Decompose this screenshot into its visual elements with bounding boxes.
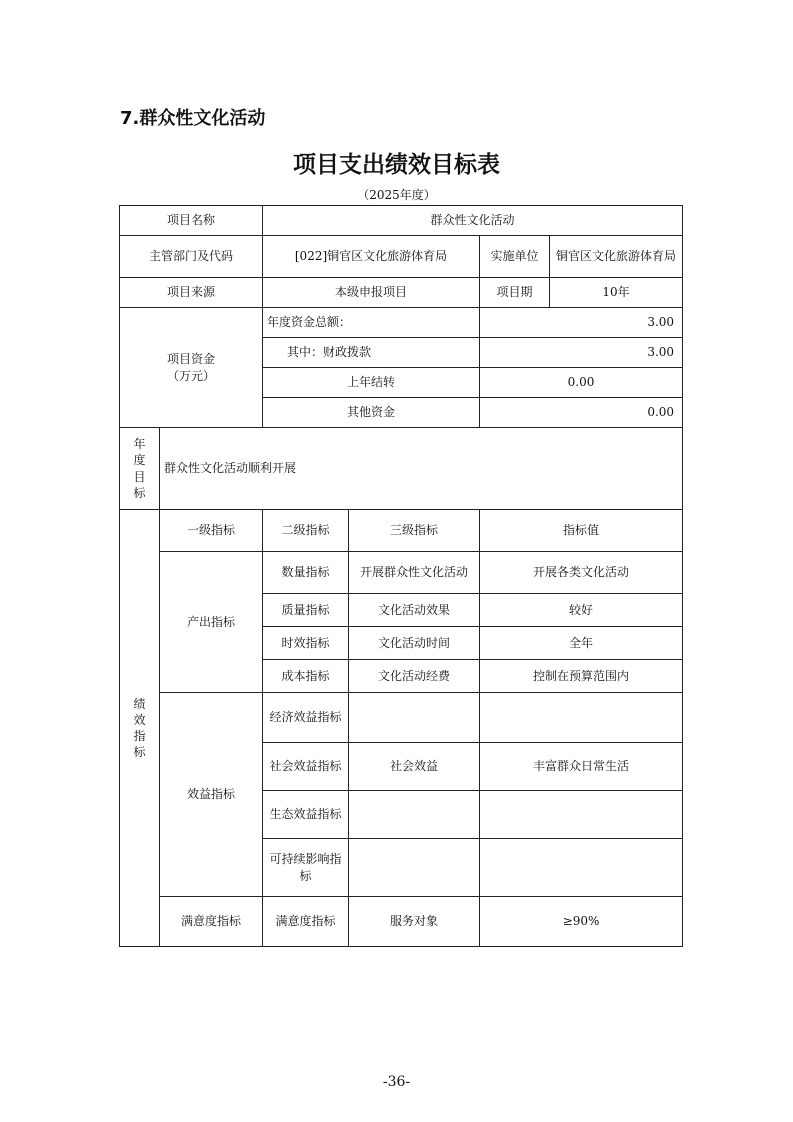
annual-goal-label: 年 度 目 标 [120, 428, 160, 510]
page-number: -36- [382, 1074, 411, 1090]
fund-fiscal-label: 其中：财政拨款 [263, 338, 480, 368]
value-cell [480, 839, 683, 897]
level2-cell: 质量指标 [263, 594, 349, 627]
document-title: 项目支出绩效目标表 [293, 152, 500, 178]
fund-fiscal-value: 3.00 [480, 338, 683, 368]
satisfaction-indicator-label: 满意度指标 [160, 897, 263, 947]
department-label: 主管部门及代码 [120, 236, 263, 278]
project-funds-title: 项目资金 [167, 352, 216, 367]
fund-carryover-label: 上年结转 [263, 368, 480, 398]
level3-cell: 文化活动时间 [349, 627, 480, 660]
header-level1: 一级指标 [160, 510, 263, 552]
row-department [120, 236, 683, 278]
value-cell: 丰富群众日常生活 [480, 743, 683, 791]
level2-cell: 生态效益指标 [263, 791, 349, 839]
value-cell [480, 791, 683, 839]
indicator-header-row [120, 510, 683, 552]
level3-cell [349, 693, 480, 743]
output-indicator-label: 产出指标 [160, 552, 263, 693]
value-cell: 开展各类文化活动 [480, 552, 683, 594]
level3-cell [349, 791, 480, 839]
indicator-row [120, 693, 683, 743]
header-value: 指标值 [480, 510, 683, 552]
value-cell: ≥90% [480, 897, 683, 947]
header-level2: 二级指标 [263, 510, 349, 552]
fund-total-value: 3.00 [480, 308, 683, 338]
indicator-row [120, 897, 683, 947]
department-value: [022]铜官区文化旅游体育局 [263, 236, 480, 278]
value-cell: 全年 [480, 627, 683, 660]
level2-cell: 数量指标 [263, 552, 349, 594]
level2-cell: 社会效益指标 [263, 743, 349, 791]
project-name-label: 项目名称 [120, 206, 263, 236]
level2-cell: 经济效益指标 [263, 693, 349, 743]
project-name-value: 群众性文化活动 [263, 206, 683, 236]
annual-goal-text: 群众性文化活动顺利开展 [160, 428, 683, 510]
implementing-unit-label: 实施单位 [480, 236, 550, 278]
project-funds-unit: （万元） [167, 368, 216, 383]
performance-indicator-label: 绩 效 指 标 [120, 510, 160, 947]
level3-cell: 文化活动效果 [349, 594, 480, 627]
level2-cell: 满意度指标 [263, 897, 349, 947]
value-cell [480, 693, 683, 743]
fund-total-label: 年度资金总额： [263, 308, 480, 338]
level3-cell [349, 839, 480, 897]
value-cell: 较好 [480, 594, 683, 627]
benefit-indicator-label: 效益指标 [160, 693, 263, 897]
level3-cell: 社会效益 [349, 743, 480, 791]
level2-cell: 成本指标 [263, 660, 349, 693]
level3-cell: 服务对象 [349, 897, 480, 947]
project-source-value: 本级申报项目 [263, 278, 480, 308]
header-level3: 三级指标 [349, 510, 480, 552]
level3-cell: 文化活动经费 [349, 660, 480, 693]
fund-carryover-value: 0.00 [480, 368, 683, 398]
project-funds-label [120, 308, 263, 428]
document-year: （2025年度） [357, 188, 436, 202]
row-fund-total [120, 308, 683, 338]
row-annual-goal [120, 428, 683, 510]
performance-target-table [119, 205, 683, 947]
level2-cell: 时效指标 [263, 627, 349, 660]
implementing-unit-value: 铜官区文化旅游体育局 [550, 236, 683, 278]
fund-other-label: 其他资金 [263, 398, 480, 428]
section-heading: 7.群众性文化活动 [120, 108, 266, 129]
level2-cell: 可持续影响指标 [263, 839, 349, 897]
row-project-name [120, 206, 683, 236]
project-period-value: 10年 [550, 278, 683, 308]
value-cell: 控制在预算范围内 [480, 660, 683, 693]
level3-cell: 开展群众性文化活动 [349, 552, 480, 594]
fund-other-value: 0.00 [480, 398, 683, 428]
project-period-label: 项目期 [480, 278, 550, 308]
project-source-label: 项目来源 [120, 278, 263, 308]
indicator-row [120, 552, 683, 594]
row-source [120, 278, 683, 308]
